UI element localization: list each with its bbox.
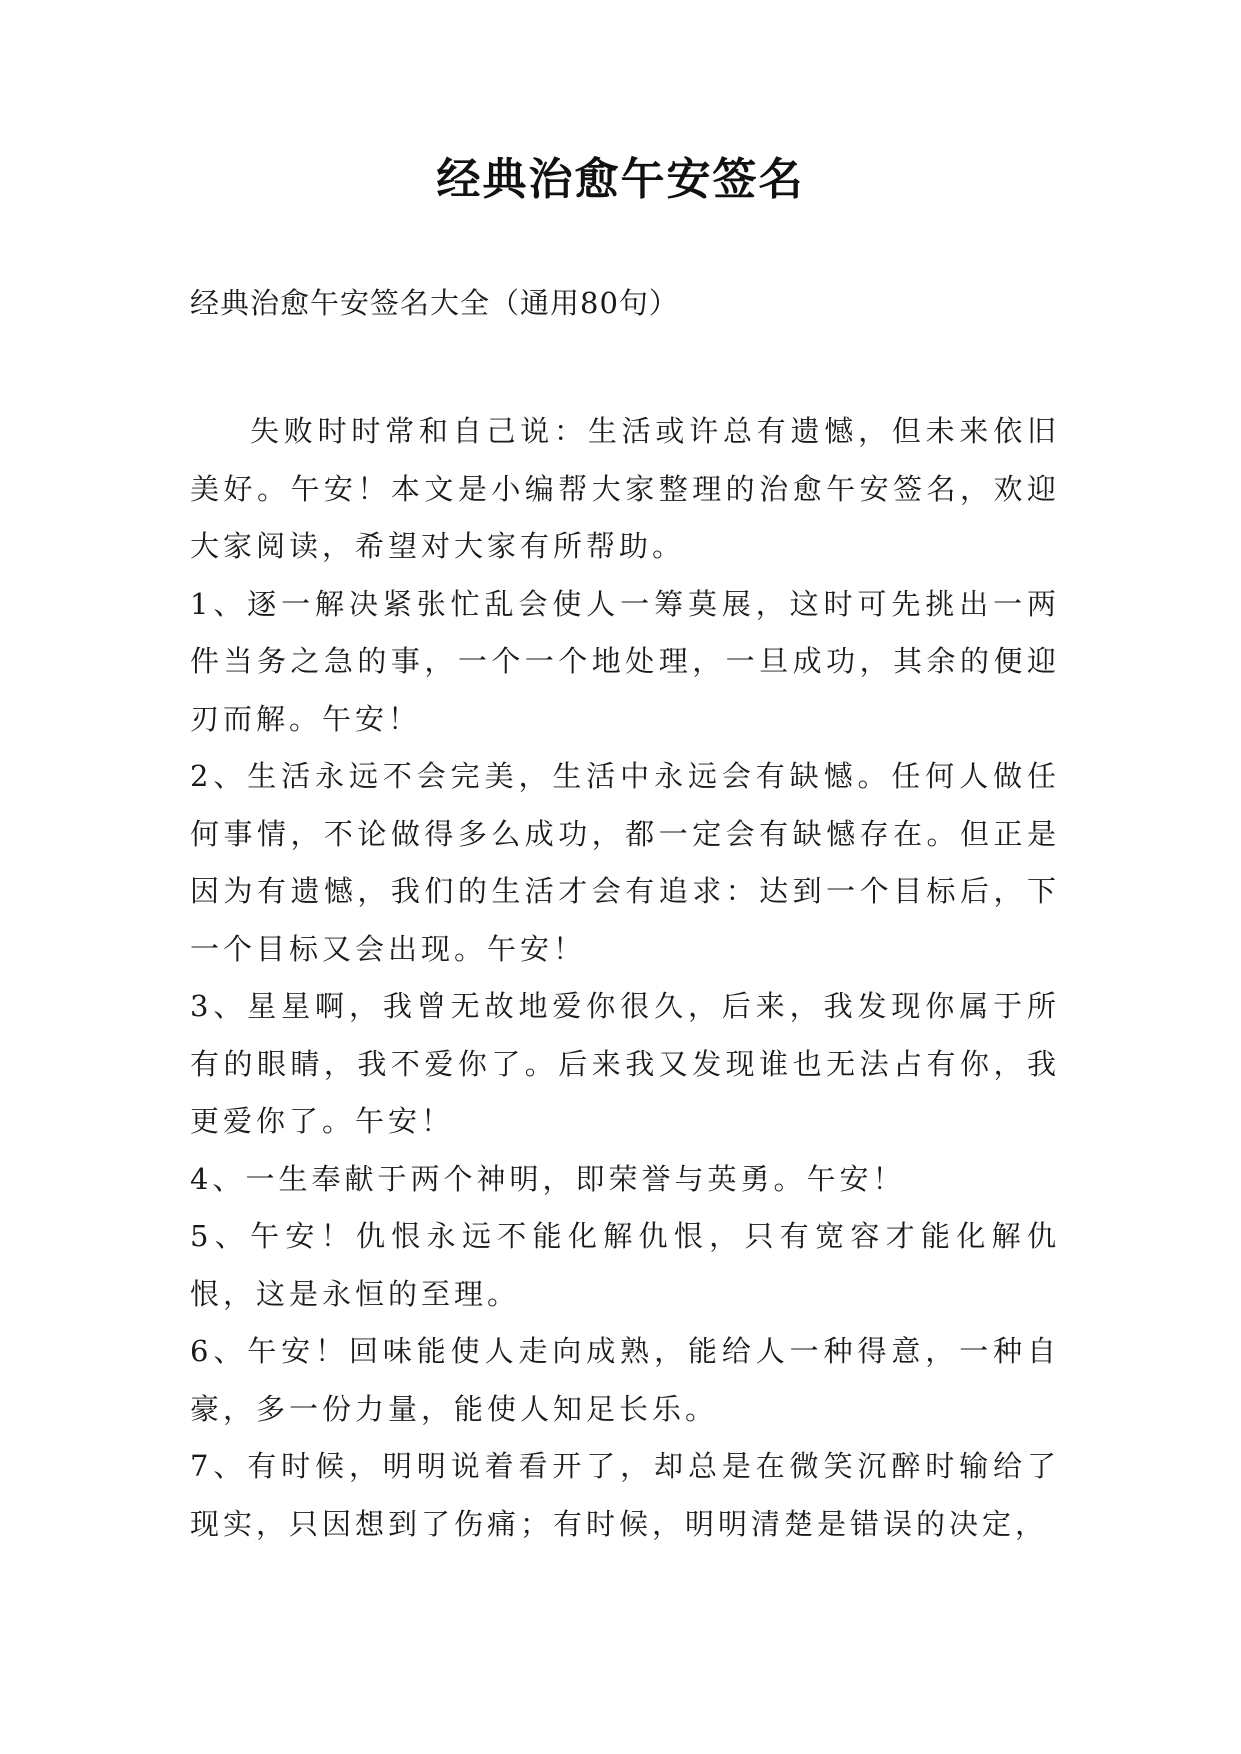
list-item: 6、午安！回味能使人走向成熟，能给人一种得意，一种自豪，多一份力量，能使人知足长乐。 xyxy=(190,1334,1060,1426)
list-item: 2、生活永远不会完美，生活中永远会有缺憾。任何人做任何事情，不论做得多么成功，都一定会有缺憾存在。但正是因为有遗憾，我们的生活才会有追求：达到一个目标后，下一个目标又会出现。午安！ xyxy=(190,759,1060,966)
list-item: 4、一生奉献于两个神明，即荣誉与英勇。午安！ xyxy=(190,1161,906,1196)
list-item: 1、逐一解决紧张忙乱会使人一筹莫展，这时可先挑出一两件当务之急的事，一个一个地处理，一旦成功，其余的便迎刃而解。午安！ xyxy=(190,586,1060,736)
list-item: 5、午安！仇恨永远不能化解仇恨，只有宽容才能化解仇恨，这是永恒的至理。 xyxy=(190,1219,1060,1311)
document-title: 经典治愈午安签名 xyxy=(436,154,805,205)
intro-paragraph: 失败时时常和自己说：生活或许总有遗憾，但未来依旧美好。午安！本文是小编帮大家整理的治愈午安签名，欢迎大家阅读，希望对大家有所帮助。 xyxy=(190,414,1060,563)
document-subtitle: 经典治愈午安签名大全（通用80句） xyxy=(190,286,679,320)
list-item: 7、有时候，明明说着看开了，却总是在微笑沉醉时输给了现实，只因想到了伤痛；有时候，明明清楚是错误的决定， xyxy=(190,1449,1060,1541)
document-body xyxy=(190,283,1060,1553)
list-item: 3、星星啊，我曾无故地爱你很久，后来，我发现你属于所有的眼睛，我不爱你了。后来我又发现谁也无法占有你，我更爱你了。午安！ xyxy=(190,989,1060,1138)
